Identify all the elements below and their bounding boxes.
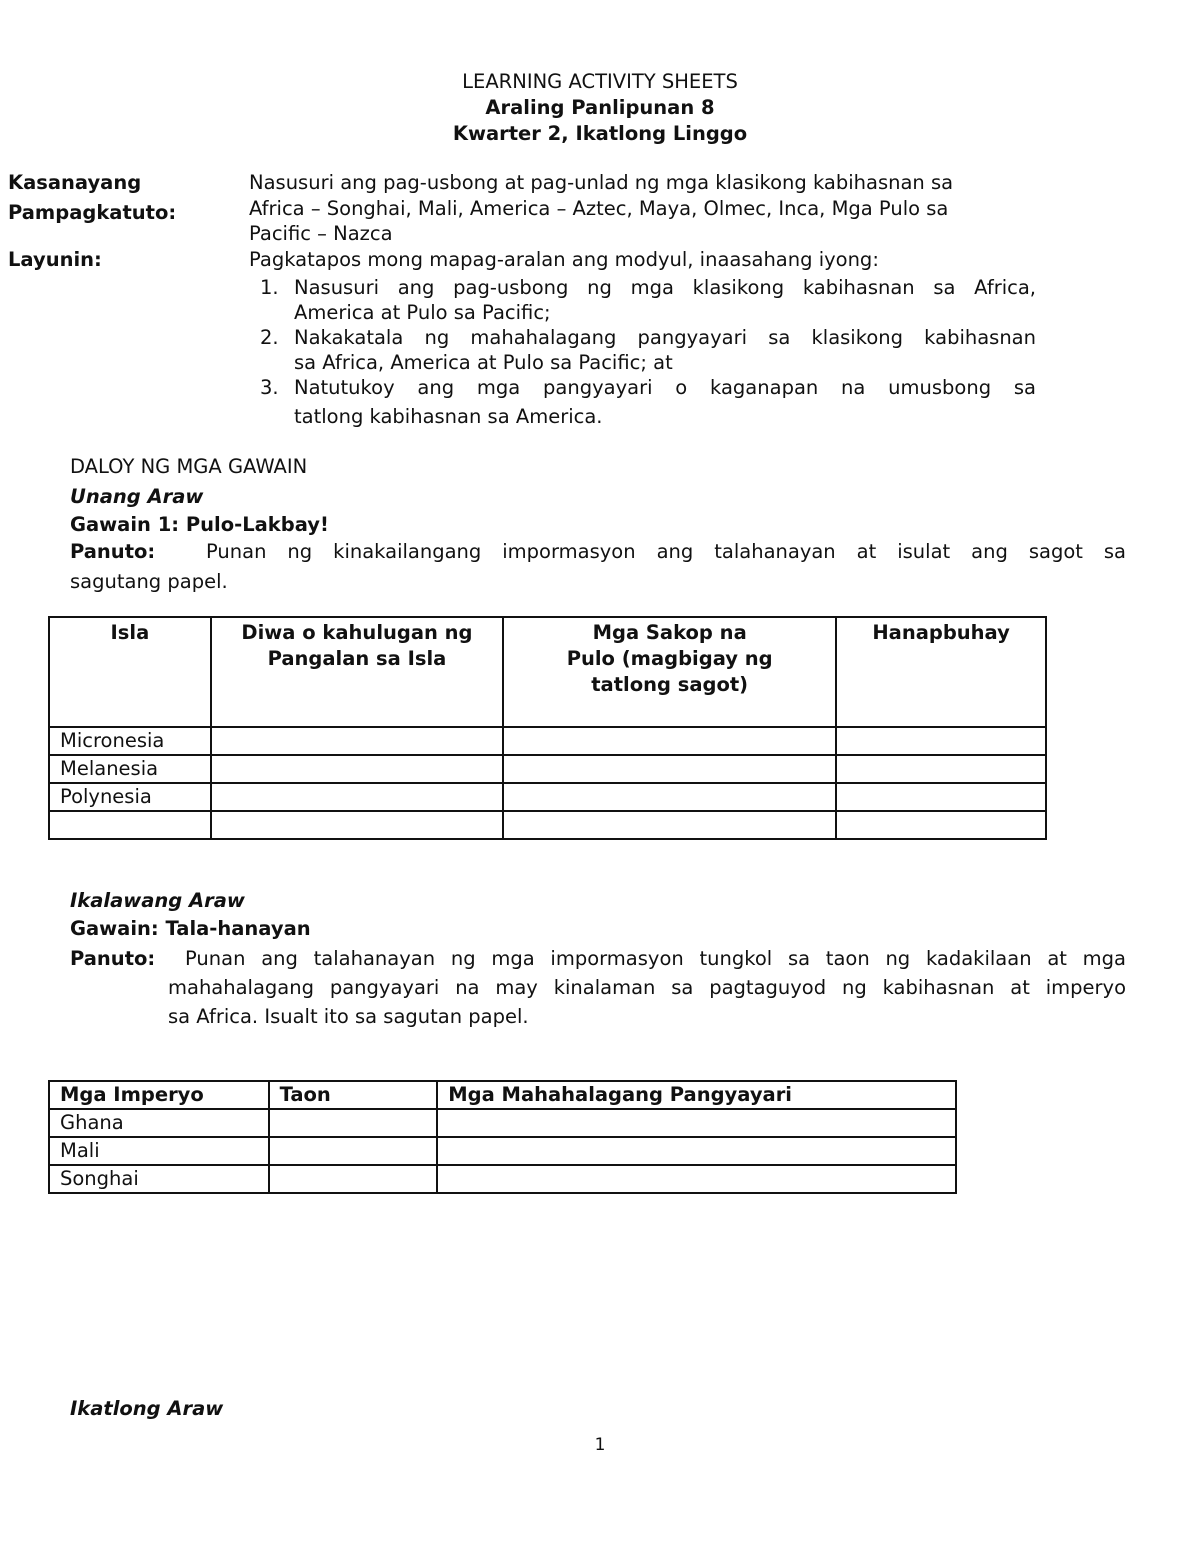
answer-cell[interactable] bbox=[211, 755, 503, 783]
empires-table bbox=[48, 1080, 957, 1194]
answer-cell[interactable] bbox=[836, 727, 1046, 755]
objective-number: 3. bbox=[260, 376, 279, 399]
table-row bbox=[49, 1165, 956, 1193]
objective-line: tatlong kabihasnan sa America. bbox=[294, 405, 603, 428]
answer-cell[interactable] bbox=[503, 783, 836, 811]
header-line: tatlong sagot) bbox=[591, 673, 749, 696]
header-line: Pangalan sa Isla bbox=[267, 647, 447, 670]
day1-title: Unang Araw bbox=[70, 485, 204, 508]
island-name-cell: Micronesia bbox=[49, 727, 211, 755]
table-row bbox=[49, 1137, 956, 1165]
answer-cell[interactable] bbox=[269, 1109, 438, 1137]
empire-name-cell: Mali bbox=[49, 1137, 269, 1165]
answer-cell[interactable] bbox=[836, 783, 1046, 811]
table-row bbox=[49, 811, 1046, 839]
answer-cell[interactable] bbox=[269, 1165, 438, 1193]
competency-text-line2: Africa – Songhai, Mali, America – Aztec, Maya, Olmec, Inca, Mga Pulo sa bbox=[249, 197, 949, 220]
page-number: 1 bbox=[594, 1435, 606, 1455]
answer-cell[interactable] bbox=[211, 727, 503, 755]
answer-cell[interactable] bbox=[836, 755, 1046, 783]
island-name-cell: Polynesia bbox=[49, 783, 211, 811]
islands-table bbox=[48, 616, 1047, 840]
competency-text-line1: Nasusuri ang pag-usbong at pag-unlad ng mga klasikong kabihasnan sa bbox=[249, 171, 954, 194]
day2-instruction-label: Panuto: bbox=[70, 947, 156, 970]
table-row bbox=[49, 755, 1046, 783]
table-row bbox=[49, 1109, 956, 1137]
column-header-isla bbox=[49, 617, 211, 727]
island-name-cell bbox=[49, 811, 211, 839]
day3-title: Ikatlong Araw bbox=[70, 1397, 224, 1420]
answer-cell[interactable] bbox=[503, 811, 836, 839]
objective-line: Natutukoy ang mga pangyayari o kaganapan na umusbong sa bbox=[294, 376, 1036, 399]
quarter-title: Kwarter 2, Ikatlong Linggo bbox=[452, 122, 748, 145]
island-name-cell: Melanesia bbox=[49, 755, 211, 783]
day2-instruction-line1: Punan ang talahanayan ng mga impormasyon tungkol sa taon ng kadakilaan at mga bbox=[185, 947, 1126, 970]
column-header-pangyayari: Mga Mahahalagang Pangyayari bbox=[437, 1081, 956, 1109]
day1-instruction-label: Panuto: bbox=[70, 540, 156, 563]
answer-cell[interactable] bbox=[211, 783, 503, 811]
day1-activity: Gawain 1: Pulo-Lakbay! bbox=[70, 513, 329, 536]
header-line: Diwa o kahulugan ng bbox=[241, 621, 473, 644]
table-header-row bbox=[49, 617, 1046, 727]
answer-cell[interactable] bbox=[437, 1109, 956, 1137]
day2-instruction-line2: mahahalagang pangyayari na may kinalaman sa pagtaguyod ng kabihasnan at imperyo bbox=[168, 976, 1126, 999]
table-header-row bbox=[49, 1081, 956, 1109]
flow-heading: DALOY NG MGA GAWAIN bbox=[70, 455, 308, 478]
column-header-taon: Taon bbox=[269, 1081, 438, 1109]
document-title: LEARNING ACTIVITY SHEETS bbox=[462, 70, 738, 93]
competency-label-line2: Pampagkatuto: bbox=[8, 201, 177, 224]
header-line: Isla bbox=[110, 621, 150, 644]
day2-title: Ikalawang Araw bbox=[70, 889, 245, 912]
objective-line: Nakakatala ng mahahalagang pangyayari sa klasikong kabihasnan bbox=[294, 326, 1036, 349]
empire-name-cell: Ghana bbox=[49, 1109, 269, 1137]
objectives-intro: Pagkatapos mong mapag-aralan ang modyul, inaasahang iyong: bbox=[249, 248, 879, 271]
day2-instruction-line3: sa Africa. Isualt ito sa sagutan papel. bbox=[168, 1005, 529, 1028]
competency-label-line1: Kasanayang bbox=[8, 171, 142, 194]
column-header-sakop bbox=[503, 617, 836, 727]
table-row bbox=[49, 783, 1046, 811]
day1-instruction-line2: sagutang papel. bbox=[70, 570, 228, 593]
answer-cell[interactable] bbox=[269, 1137, 438, 1165]
objective-line: sa Africa, America at Pulo sa Pacific; at bbox=[294, 351, 673, 374]
answer-cell[interactable] bbox=[437, 1137, 956, 1165]
objective-line: Nasusuri ang pag-usbong ng mga klasikong kabihasnan sa Africa, bbox=[294, 276, 1036, 299]
answer-cell[interactable] bbox=[836, 811, 1046, 839]
answer-cell[interactable] bbox=[211, 811, 503, 839]
day1-instruction-line1: Punan ng kinakailangang impormasyon ang talahanayan at isulat ang sagot sa bbox=[206, 540, 1126, 563]
column-header-diwa bbox=[211, 617, 503, 727]
table-row bbox=[49, 727, 1046, 755]
objectives-label: Layunin: bbox=[8, 248, 102, 271]
answer-cell[interactable] bbox=[503, 727, 836, 755]
header-line: Pulo (magbigay ng bbox=[566, 647, 773, 670]
day2-activity: Gawain: Tala-hanayan bbox=[70, 917, 311, 940]
header-line: Hanapbuhay bbox=[872, 621, 1010, 644]
subject-title: Araling Panlipunan 8 bbox=[485, 96, 715, 119]
objective-line: America at Pulo sa Pacific; bbox=[294, 301, 551, 324]
column-header-imperyo: Mga Imperyo bbox=[49, 1081, 269, 1109]
answer-cell[interactable] bbox=[503, 755, 836, 783]
column-header-hanapbuhay bbox=[836, 617, 1046, 727]
empire-name-cell: Songhai bbox=[49, 1165, 269, 1193]
competency-text-line3: Pacific – Nazca bbox=[249, 222, 393, 245]
objective-number: 1. bbox=[260, 276, 279, 299]
header-line: Mga Sakop na bbox=[592, 621, 747, 644]
answer-cell[interactable] bbox=[437, 1165, 956, 1193]
objective-number: 2. bbox=[260, 326, 279, 349]
